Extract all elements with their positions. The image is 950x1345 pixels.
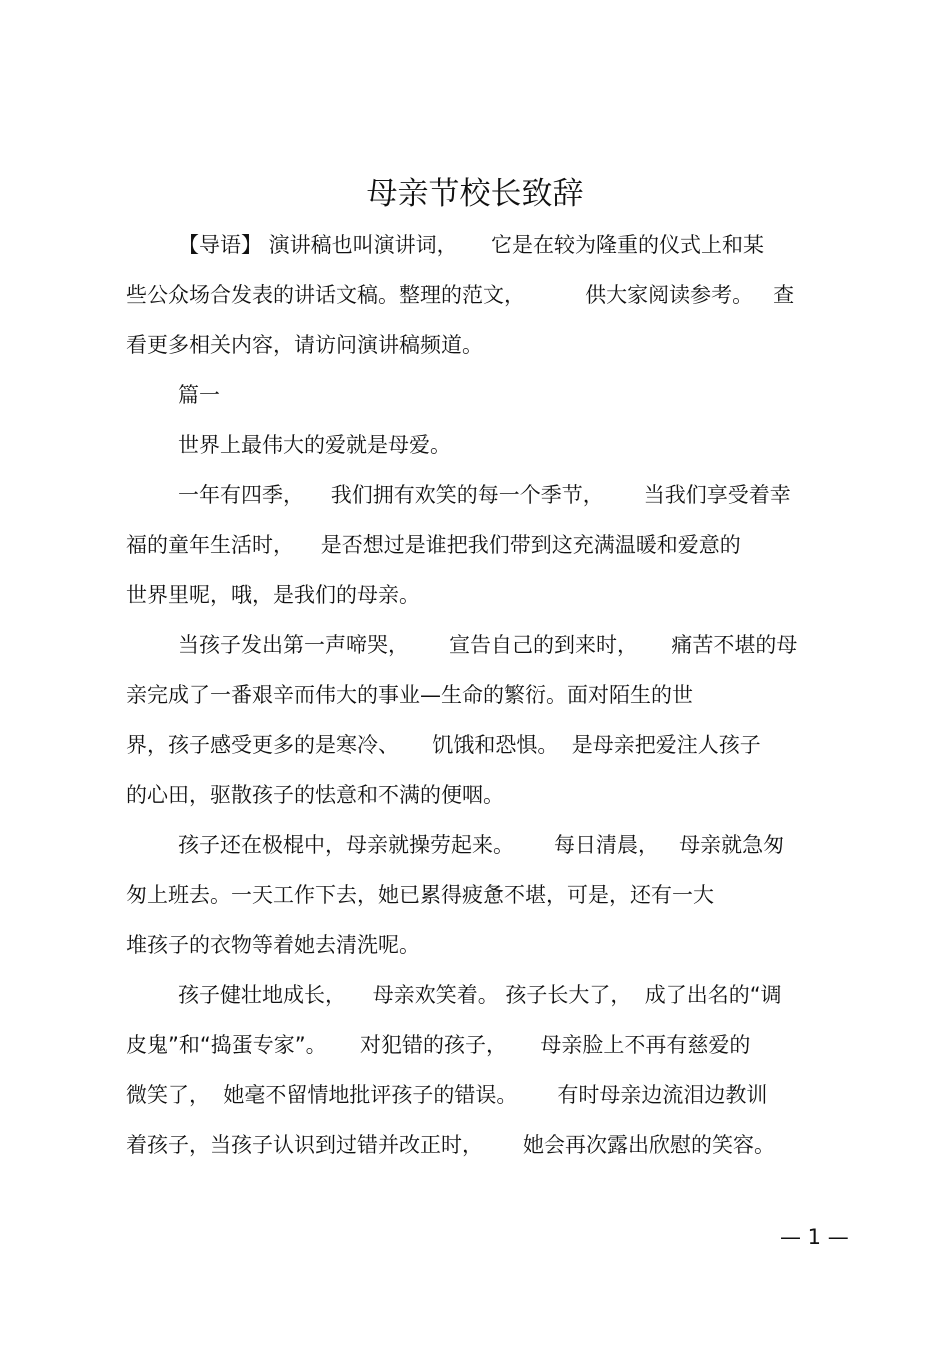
paragraph-line: 些公众场合发表的讲话文稿。整理的范文， 供大家阅读参考。 查 xyxy=(126,283,795,307)
paragraph-line: 皮鬼”和“捣蛋专家”。 对犯错的孩子， 母亲脸上不再有慈爱的 xyxy=(126,1033,751,1057)
paragraph-line: 【导语】 演讲稿也叫演讲词， 它是在较为隆重的仪式上和某 xyxy=(178,233,765,257)
paragraph-line: 福的童年生活时， 是否想过是谁把我们带到这充满温暖和爱意的 xyxy=(126,533,741,557)
paragraph-line: 一年有四季， 我们拥有欢笑的每一个季节， 当我们享受着幸 xyxy=(178,483,791,507)
document-title: 母亲节校长致辞 xyxy=(366,176,584,212)
paragraph-line: 世界上最伟大的爱就是母爱。 xyxy=(178,433,451,457)
paragraph-line: 世界里呢，哦，是我们的母亲。 xyxy=(126,583,420,607)
section-heading: 篇一 xyxy=(178,383,220,407)
paragraph-line: 当孩子发出第一声啼哭， 宣告自己的到来时， 痛苦不堪的母 xyxy=(178,633,798,657)
page-number: — 1 — xyxy=(780,1225,849,1249)
paragraph-line: 界，孩子感受更多的是寒冷、 饥饿和恐惧。 是母亲把爱注人孩子 xyxy=(126,733,761,757)
paragraph-line: 微笑了， 她毫不留情地批评孩子的错误。 有时母亲边流泪边教训 xyxy=(126,1083,768,1107)
paragraph-line: 的心田，驱散孩子的怯意和不满的便咽。 xyxy=(126,783,504,807)
paragraph-line: 亲完成了一番艰辛而伟大的事业—生命的繁衍。面对陌生的世 xyxy=(126,683,693,707)
paragraph-line: 着孩子，当孩子认识到过错并改正时， 她会再次露出欣慰的笑容。 xyxy=(126,1133,776,1157)
paragraph-line: 孩子还在极棍中，母亲就操劳起来。 每日清晨， 母亲就急匆 xyxy=(178,833,785,857)
paragraph-line: 看更多相关内容，请访问演讲稿频道。 xyxy=(126,333,483,357)
paragraph-line: 孩子健壮地成长， 母亲欢笑着。 孩子长大了， 成了出名的“调 xyxy=(178,983,782,1007)
paragraph-line: 匆上班去。一天工作下去，她已累得疲惫不堪，可是，还有一大 xyxy=(126,883,714,907)
paragraph-line: 堆孩子的衣物等着她去清洗呢。 xyxy=(126,933,420,957)
